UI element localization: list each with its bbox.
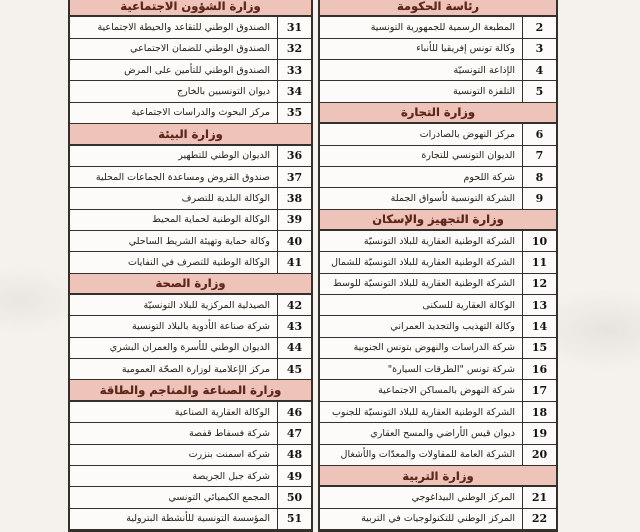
ministry-section-header: [70, 124, 311, 145]
table-row: [70, 231, 311, 252]
table-left-half: [68, 0, 313, 532]
row-number: 51: [277, 509, 311, 529]
table-row: [70, 423, 311, 444]
row-number: 12: [522, 274, 556, 294]
ministry-section-header: [70, 274, 311, 295]
table-row: [320, 231, 556, 252]
table-row: [70, 210, 311, 231]
row-number: 5: [522, 81, 556, 101]
table-row: [70, 509, 311, 530]
row-number: 14: [522, 316, 556, 336]
row-number: 34: [277, 81, 311, 101]
section-title: وزارة التجهيز والإسكان: [372, 212, 504, 227]
entity-name: المجمع الكيميائي التونسي: [168, 491, 270, 503]
entity-name: مركز البحوث والدراسات الاجتماعية: [131, 107, 270, 119]
entity-name: وكالة حماية وتهيئة الشريط الساحلي: [128, 235, 270, 247]
entity-name: الشركة الوطنية العقارية للبلاد التونسيّة: [363, 235, 515, 247]
row-number: 2: [522, 17, 556, 37]
table-row: [320, 188, 556, 209]
table-row: [320, 509, 556, 530]
row-number: 39: [277, 210, 311, 230]
row-number: 18: [522, 402, 556, 422]
table-row: [70, 252, 311, 273]
row-number: 36: [277, 146, 311, 166]
row-number: 6: [522, 124, 556, 144]
entity-name: المطبعة الرسمية للجمهورية التونسية: [370, 22, 515, 34]
table-row: [320, 316, 556, 337]
table-row: [70, 167, 311, 188]
row-number: 37: [277, 167, 311, 187]
table-row: [320, 487, 556, 508]
table-row: [320, 81, 556, 102]
entity-name: شركة فسفاط قفصة: [188, 427, 270, 439]
row-number: 38: [277, 188, 311, 208]
ministry-section-header: [320, 466, 556, 487]
entity-name: الوكالة العقارية للسكنى: [422, 299, 515, 311]
entity-name: الشركة الوطنية العقارية للبلاد التونسيّة للشمال: [331, 256, 515, 268]
table-row: [70, 146, 311, 167]
row-number: 45: [277, 359, 311, 379]
table-row: [70, 17, 311, 38]
table-row: [320, 17, 556, 38]
section-title: رئاسة الحكومة: [396, 0, 480, 13]
section-title: وزارة التجارة: [400, 105, 476, 120]
entity-name: وكالة التهذيب والتجديد العمراني: [390, 321, 515, 333]
row-number: 17: [522, 380, 556, 400]
entity-name: شركة صناعة الأدوية بالبلاد التونسية: [131, 321, 270, 333]
row-number: 47: [277, 423, 311, 443]
entity-name: الشركة العامة للمقاولات والمعدّات والأشغال: [340, 449, 515, 461]
entity-name: ديوان قيس الأراضي والمسح العقاري: [370, 427, 515, 439]
entity-name: صندوق القروض ومساعدة الجماعات المحلية: [95, 171, 270, 183]
row-number: 43: [277, 316, 311, 336]
table-row: [70, 359, 311, 380]
row-number: 40: [277, 231, 311, 251]
entity-name: ديوان التونسيين بالخارج: [176, 86, 270, 98]
entity-name: الوكالة العقارية الصناعية: [174, 406, 270, 418]
section-title: وزارة الصحة: [155, 276, 226, 291]
entity-name: الديوان التونسي للتجارة: [421, 150, 515, 162]
table-row: [320, 445, 556, 466]
table-row: [320, 252, 556, 273]
row-number: 10: [522, 231, 556, 251]
row-number: 48: [277, 445, 311, 465]
entity-name: شركة تونس "الطرقات السيارة": [387, 363, 515, 375]
row-number: 31: [277, 17, 311, 37]
row-number: 9: [522, 188, 556, 208]
table-row: [70, 487, 311, 508]
entity-name: شركة النهوض بالمساكن الاجتماعية: [378, 385, 515, 397]
table-row: [70, 402, 311, 423]
ministry-section-header: [70, 0, 311, 17]
entity-name: الشركة الوطنية العقارية للبلاد التونسيّة للجنوب: [331, 406, 515, 418]
entity-name: شركة اللحوم: [463, 171, 515, 183]
entity-name: مركز الإعلامية لوزارة الصحّة العمومية: [121, 363, 270, 375]
table-row: [70, 39, 311, 60]
row-number: 15: [522, 338, 556, 358]
row-number: 42: [277, 295, 311, 315]
section-title: وزارة الصناعة والمناجم والطاقة: [99, 383, 282, 398]
entity-name: الديوان الوطني للأسرة والعمران البشري: [109, 342, 270, 354]
row-number: 49: [277, 466, 311, 486]
ministry-section-header: [320, 103, 556, 124]
row-number: 16: [522, 359, 556, 379]
table-row: [320, 402, 556, 423]
row-number: 32: [277, 39, 311, 59]
row-number: 44: [277, 338, 311, 358]
entity-name: الصندوق الوطني للتأمين على المرض: [124, 64, 270, 76]
entity-name: الصندوق الوطني للتقاعد والحيطة الاجتماعية: [97, 22, 270, 34]
entity-name: مركز النهوض بالصادرات: [419, 128, 515, 140]
table-row: [320, 60, 556, 81]
entity-name: الديوان الوطني للتطهير: [178, 150, 270, 162]
table-row: [70, 466, 311, 487]
row-number: 13: [522, 295, 556, 315]
row-number: 33: [277, 60, 311, 80]
table-row: [320, 39, 556, 60]
row-number: 46: [277, 402, 311, 422]
entity-name: شركة الدراسات والنهوض بتونس الجنوبية: [353, 342, 515, 354]
row-number: 22: [522, 509, 556, 529]
table-row: [70, 316, 311, 337]
row-number: 4: [522, 60, 556, 80]
section-title: وزارة الشؤون الاجتماعية: [120, 0, 261, 13]
table-row: [70, 81, 311, 102]
entity-name: الوكالة الوطنية لحماية المحيط: [152, 214, 270, 226]
section-title: وزارة البيئة: [158, 126, 223, 141]
entity-name: الصندوق الوطني للضمان الاجتماعي: [130, 43, 270, 55]
table-row: [320, 295, 556, 316]
table-row: [320, 359, 556, 380]
entity-name: الإذاعة التونسيّة: [453, 64, 515, 76]
section-title: وزارة التربية: [402, 468, 474, 483]
table-row: [320, 274, 556, 295]
row-number: 50: [277, 487, 311, 507]
entity-name: شركة اسمنت بنزرت: [188, 449, 270, 461]
row-number: 11: [522, 252, 556, 272]
table-row: [70, 338, 311, 359]
row-number: 7: [522, 146, 556, 166]
ministry-section-header: [70, 380, 311, 401]
table-row: [70, 445, 311, 466]
table-row: [320, 167, 556, 188]
table-row: [320, 338, 556, 359]
table-row: [70, 103, 311, 124]
table-row: [320, 124, 556, 145]
table-row: [70, 188, 311, 209]
table-right-half: [318, 0, 558, 532]
table-row: [320, 423, 556, 444]
row-number: 19: [522, 423, 556, 443]
entity-name: وكالة تونس إفريقيا للأنباء: [416, 43, 515, 55]
table-row: [70, 295, 311, 316]
row-number: 3: [522, 39, 556, 59]
row-number: 41: [277, 252, 311, 272]
row-number: 20: [522, 445, 556, 465]
entity-name: الوكالة الوطنية للتصرف في النفايات: [127, 256, 270, 268]
entity-name: المركز الوطني البيداغوجي: [411, 491, 515, 503]
entity-name: الشركة الوطنية العقارية للبلاد التونسيّة للوسط: [332, 278, 515, 290]
entity-name: الصيدلية المركزية للبلاد التونسيّة: [143, 299, 270, 311]
entity-name: المركز الوطني للتكنولوجيات في التربية: [361, 513, 515, 525]
row-number: 35: [277, 103, 311, 123]
row-number: 21: [522, 487, 556, 507]
entity-name: الوكالة البلدية للتصرف: [181, 192, 270, 204]
entity-name: التلفزة التونسية: [453, 86, 515, 98]
table-row: [320, 380, 556, 401]
entity-name: الشركة التونسية لأسواق الجملة: [390, 192, 515, 204]
row-number: 8: [522, 167, 556, 187]
entity-name: شركة جبل الجريصة: [192, 470, 270, 482]
entity-name: المؤسسة التونسية للأنشطة البترولية: [126, 513, 270, 525]
table-row: [70, 60, 311, 81]
ministry-section-header: [320, 0, 556, 17]
ministry-section-header: [320, 210, 556, 231]
table-row: [320, 146, 556, 167]
